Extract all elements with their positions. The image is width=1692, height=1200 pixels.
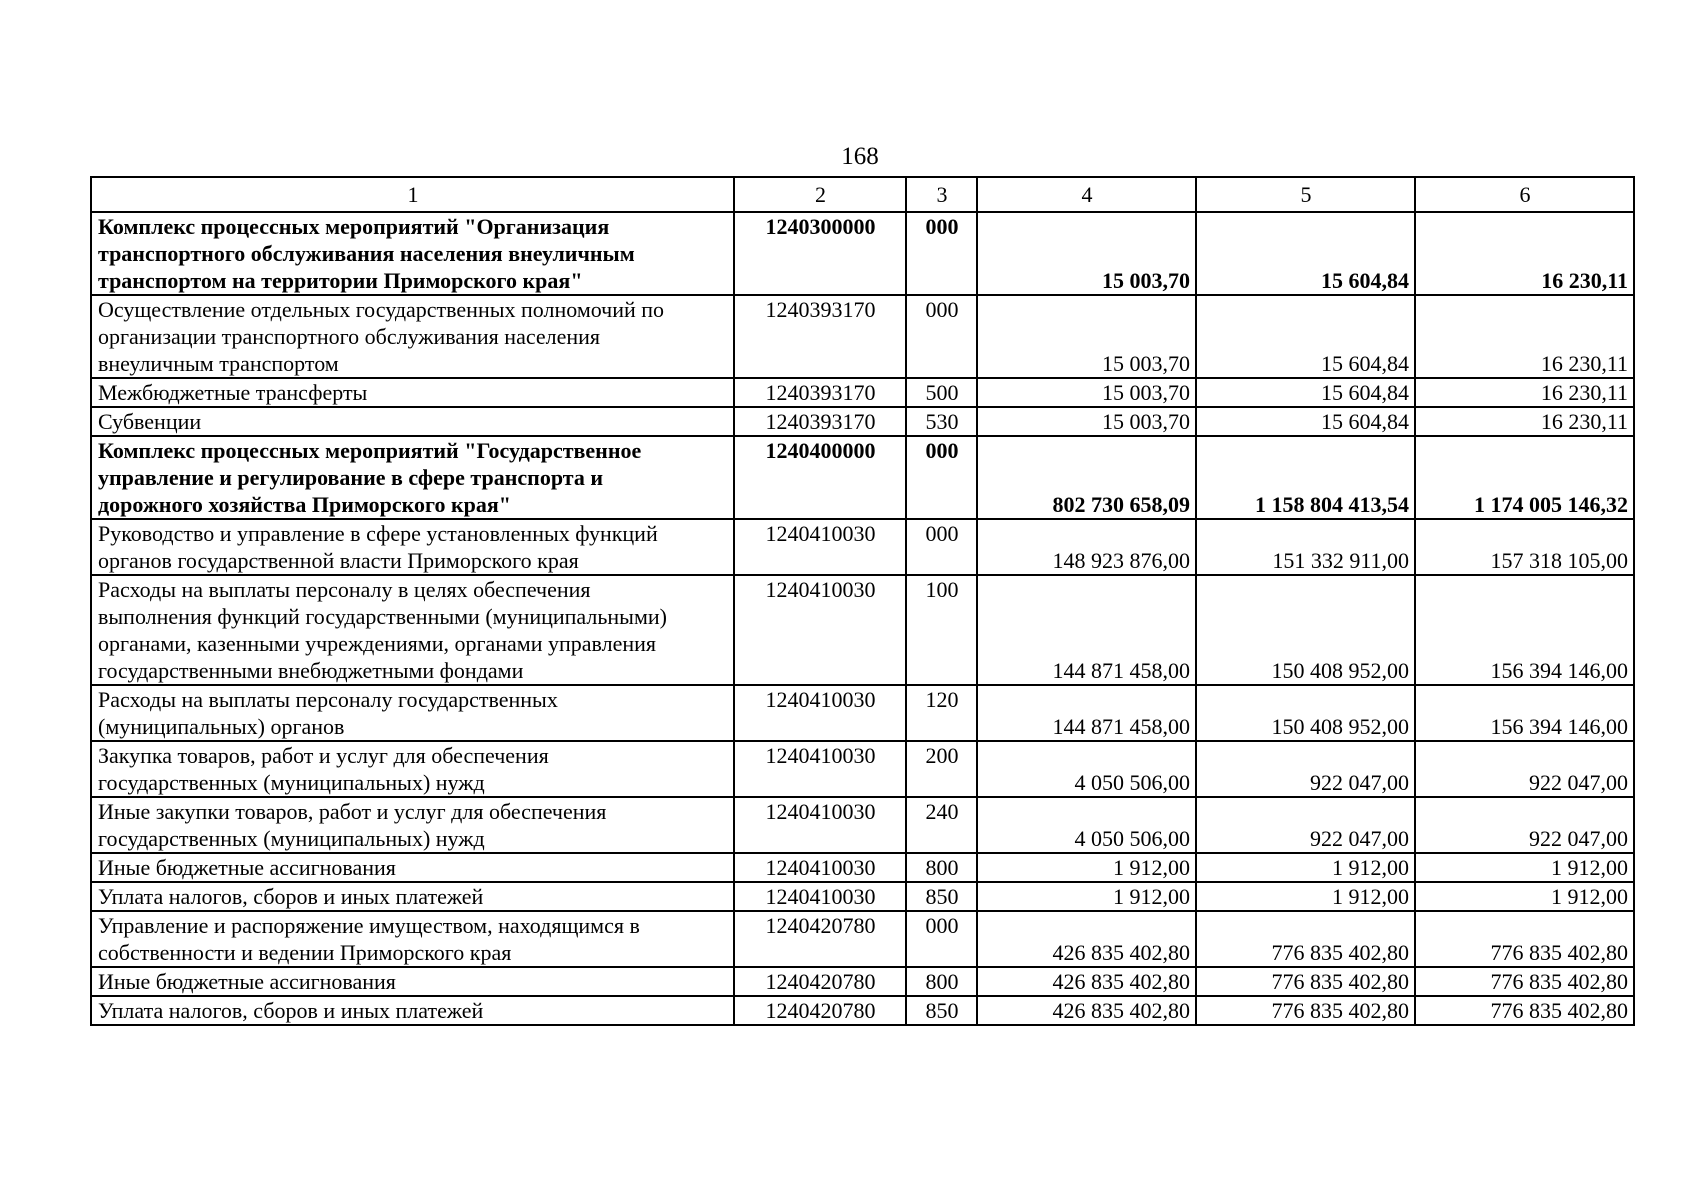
amount-col6-cell: 776 835 402,80: [1415, 967, 1634, 996]
amount-col6-cell: 922 047,00: [1415, 797, 1634, 853]
amount-col5-cell: 922 047,00: [1196, 741, 1415, 797]
expense-type-cell: 800: [906, 967, 977, 996]
row-name-cell: [91, 436, 734, 519]
target-article-cell: 1240393170: [734, 295, 906, 378]
amount-col4-cell: 426 835 402,80: [977, 996, 1196, 1025]
expense-type-cell: 000: [906, 519, 977, 575]
table-row: [91, 797, 1634, 853]
amount-col5-cell: 150 408 952,00: [1196, 575, 1415, 685]
row-name-line: внеуличным транспортом: [98, 351, 339, 376]
target-article-cell: 1240393170: [734, 407, 906, 436]
amount-col6-cell: 16 230,11: [1415, 407, 1634, 436]
amount-col5-cell: 1 912,00: [1196, 882, 1415, 911]
row-name-cell: [91, 378, 734, 407]
amount-col5-cell: 1 912,00: [1196, 853, 1415, 882]
amount-col5-cell: 15 604,84: [1196, 295, 1415, 378]
row-name-line: Комплекс процессных мероприятий "Организация: [98, 214, 610, 239]
amount-col6-cell: 776 835 402,80: [1415, 911, 1634, 967]
target-article-cell: 1240410030: [734, 575, 906, 685]
amount-col4-cell: 4 050 506,00: [977, 797, 1196, 853]
header-cell: 1: [91, 177, 734, 212]
target-article-cell: 1240393170: [734, 378, 906, 407]
amount-col6-cell: 1 912,00: [1415, 853, 1634, 882]
row-name-cell: [91, 882, 734, 911]
amount-col4-cell: 1 912,00: [977, 882, 1196, 911]
row-name-cell: [91, 853, 734, 882]
expense-type-cell: 100: [906, 575, 977, 685]
row-name-line: органами, казенными учреждениями, органами управления: [98, 631, 657, 656]
amount-col5-cell: 151 332 911,00: [1196, 519, 1415, 575]
row-name-line: Расходы на выплаты персоналу в целях обеспечения: [98, 577, 591, 602]
target-article-cell: 1240420780: [734, 911, 906, 967]
row-name-line: Комплекс процессных мероприятий "Государственное: [98, 438, 642, 463]
amount-col4-cell: 144 871 458,00: [977, 685, 1196, 741]
amount-col4-cell: 15 003,70: [977, 407, 1196, 436]
table-row: [91, 519, 1634, 575]
row-name-cell: [91, 741, 734, 797]
target-article-cell: 1240400000: [734, 436, 906, 519]
row-name-line: организации транспортного обслуживания населения: [98, 324, 601, 349]
row-name-cell: [91, 996, 734, 1025]
target-article-cell: 1240410030: [734, 519, 906, 575]
row-name-cell: [91, 212, 734, 295]
amount-col4-cell: 1 912,00: [977, 853, 1196, 882]
row-name-line: Субвенции: [98, 409, 202, 434]
header-row: [91, 177, 1634, 212]
target-article-cell: 1240410030: [734, 685, 906, 741]
row-name-cell: [91, 967, 734, 996]
amount-col6-cell: 16 230,11: [1415, 295, 1634, 378]
amount-col4-cell: 15 003,70: [977, 295, 1196, 378]
expense-type-cell: 850: [906, 882, 977, 911]
expense-type-cell: 120: [906, 685, 977, 741]
row-name-line: Иные бюджетные ассигнования: [98, 969, 396, 994]
amount-col6-cell: 16 230,11: [1415, 212, 1634, 295]
amount-col6-cell: 156 394 146,00: [1415, 685, 1634, 741]
amount-col5-cell: 15 604,84: [1196, 407, 1415, 436]
row-name-line: управление и регулирование в сфере транспорта и: [98, 465, 604, 490]
amount-col6-cell: 156 394 146,00: [1415, 575, 1634, 685]
amount-col5-cell: 15 604,84: [1196, 378, 1415, 407]
target-article-cell: 1240410030: [734, 882, 906, 911]
row-name-line: дорожного хозяйства Приморского края": [98, 492, 511, 517]
expense-type-cell: 000: [906, 436, 977, 519]
amount-col5-cell: 776 835 402,80: [1196, 967, 1415, 996]
table-row: [91, 407, 1634, 436]
row-name-line: транспортом на территории Приморского края": [98, 268, 583, 293]
table-row: [91, 967, 1634, 996]
amount-col4-cell: 802 730 658,09: [977, 436, 1196, 519]
table-row: [91, 882, 1634, 911]
row-name-line: Закупка товаров, работ и услуг для обеспечения: [98, 743, 549, 768]
row-name-line: выполнения функций государственными (муниципальными): [98, 604, 667, 629]
table-row: [91, 741, 1634, 797]
page-number: 168: [841, 143, 879, 170]
row-name-line: Руководство и управление в сфере установленных функций: [98, 521, 658, 546]
row-name-line: Осуществление отдельных государственных полномочий по: [98, 297, 665, 322]
row-name-line: собственности и ведении Приморского края: [98, 940, 512, 965]
amount-col4-cell: 15 003,70: [977, 378, 1196, 407]
amount-col5-cell: 1 158 804 413,54: [1196, 436, 1415, 519]
header-cell: 4: [977, 177, 1196, 212]
table-row: [91, 853, 1634, 882]
header-cell: 6: [1415, 177, 1634, 212]
amount-col4-cell: 144 871 458,00: [977, 575, 1196, 685]
table-row: [91, 212, 1634, 295]
row-name-cell: [91, 685, 734, 741]
row-name-line: Уплата налогов, сборов и иных платежей: [98, 884, 484, 909]
row-name-line: Межбюджетные трансферты: [98, 380, 368, 405]
expense-type-cell: 000: [906, 295, 977, 378]
amount-col4-cell: 426 835 402,80: [977, 967, 1196, 996]
amount-col6-cell: 1 912,00: [1415, 882, 1634, 911]
table-row: [91, 685, 1634, 741]
amount-col4-cell: 426 835 402,80: [977, 911, 1196, 967]
amount-col5-cell: 922 047,00: [1196, 797, 1415, 853]
row-name-line: органов государственной власти Приморского края: [98, 548, 579, 573]
row-name-cell: [91, 911, 734, 967]
row-name-line: государственными внебюджетными фондами: [98, 658, 524, 683]
amount-col6-cell: 1 174 005 146,32: [1415, 436, 1634, 519]
row-name-cell: [91, 797, 734, 853]
row-name-line: (муниципальных) органов: [98, 714, 345, 739]
row-name-line: Иные бюджетные ассигнования: [98, 855, 396, 880]
row-name-cell: [91, 575, 734, 685]
row-name-line: государственных (муниципальных) нужд: [98, 770, 485, 795]
table-row: [91, 378, 1634, 407]
header-cell: 3: [906, 177, 977, 212]
expense-type-cell: 000: [906, 212, 977, 295]
table-row: [91, 436, 1634, 519]
amount-col4-cell: 148 923 876,00: [977, 519, 1196, 575]
row-name-line: транспортного обслуживания населения внеуличным: [98, 241, 635, 266]
amount-col4-cell: 15 003,70: [977, 212, 1196, 295]
table-row: [91, 295, 1634, 378]
amount-col5-cell: 776 835 402,80: [1196, 996, 1415, 1025]
table-body: [91, 177, 1634, 1025]
target-article-cell: 1240420780: [734, 967, 906, 996]
table-row: [91, 996, 1634, 1025]
amount-col5-cell: 15 604,84: [1196, 212, 1415, 295]
target-article-cell: 1240410030: [734, 797, 906, 853]
row-name-cell: [91, 519, 734, 575]
row-name-line: Иные закупки товаров, работ и услуг для обеспечения: [98, 799, 607, 824]
amount-col6-cell: 776 835 402,80: [1415, 996, 1634, 1025]
expense-type-cell: 850: [906, 996, 977, 1025]
row-name-cell: [91, 407, 734, 436]
header-cell: 5: [1196, 177, 1415, 212]
expense-type-cell: 000: [906, 911, 977, 967]
expense-type-cell: 240: [906, 797, 977, 853]
row-name-line: государственных (муниципальных) нужд: [98, 826, 485, 851]
amount-col6-cell: 922 047,00: [1415, 741, 1634, 797]
target-article-cell: 1240410030: [734, 853, 906, 882]
amount-col6-cell: 157 318 105,00: [1415, 519, 1634, 575]
row-name-line: Управление и распоряжение имуществом, находящимся в: [98, 913, 640, 938]
target-article-cell: 1240300000: [734, 212, 906, 295]
table-row: [91, 911, 1634, 967]
amount-col6-cell: 16 230,11: [1415, 378, 1634, 407]
expense-type-cell: 500: [906, 378, 977, 407]
header-cell: 2: [734, 177, 906, 212]
amount-col5-cell: 150 408 952,00: [1196, 685, 1415, 741]
expense-type-cell: 200: [906, 741, 977, 797]
expense-type-cell: 530: [906, 407, 977, 436]
amount-col4-cell: 4 050 506,00: [977, 741, 1196, 797]
target-article-cell: 1240410030: [734, 741, 906, 797]
amount-col5-cell: 776 835 402,80: [1196, 911, 1415, 967]
row-name-line: Уплата налогов, сборов и иных платежей: [98, 998, 484, 1023]
row-name-line: Расходы на выплаты персоналу государственных: [98, 687, 558, 712]
table-row: [91, 575, 1634, 685]
expense-type-cell: 800: [906, 853, 977, 882]
row-name-cell: [91, 295, 734, 378]
target-article-cell: 1240420780: [734, 996, 906, 1025]
budget-table: [90, 176, 1635, 1026]
